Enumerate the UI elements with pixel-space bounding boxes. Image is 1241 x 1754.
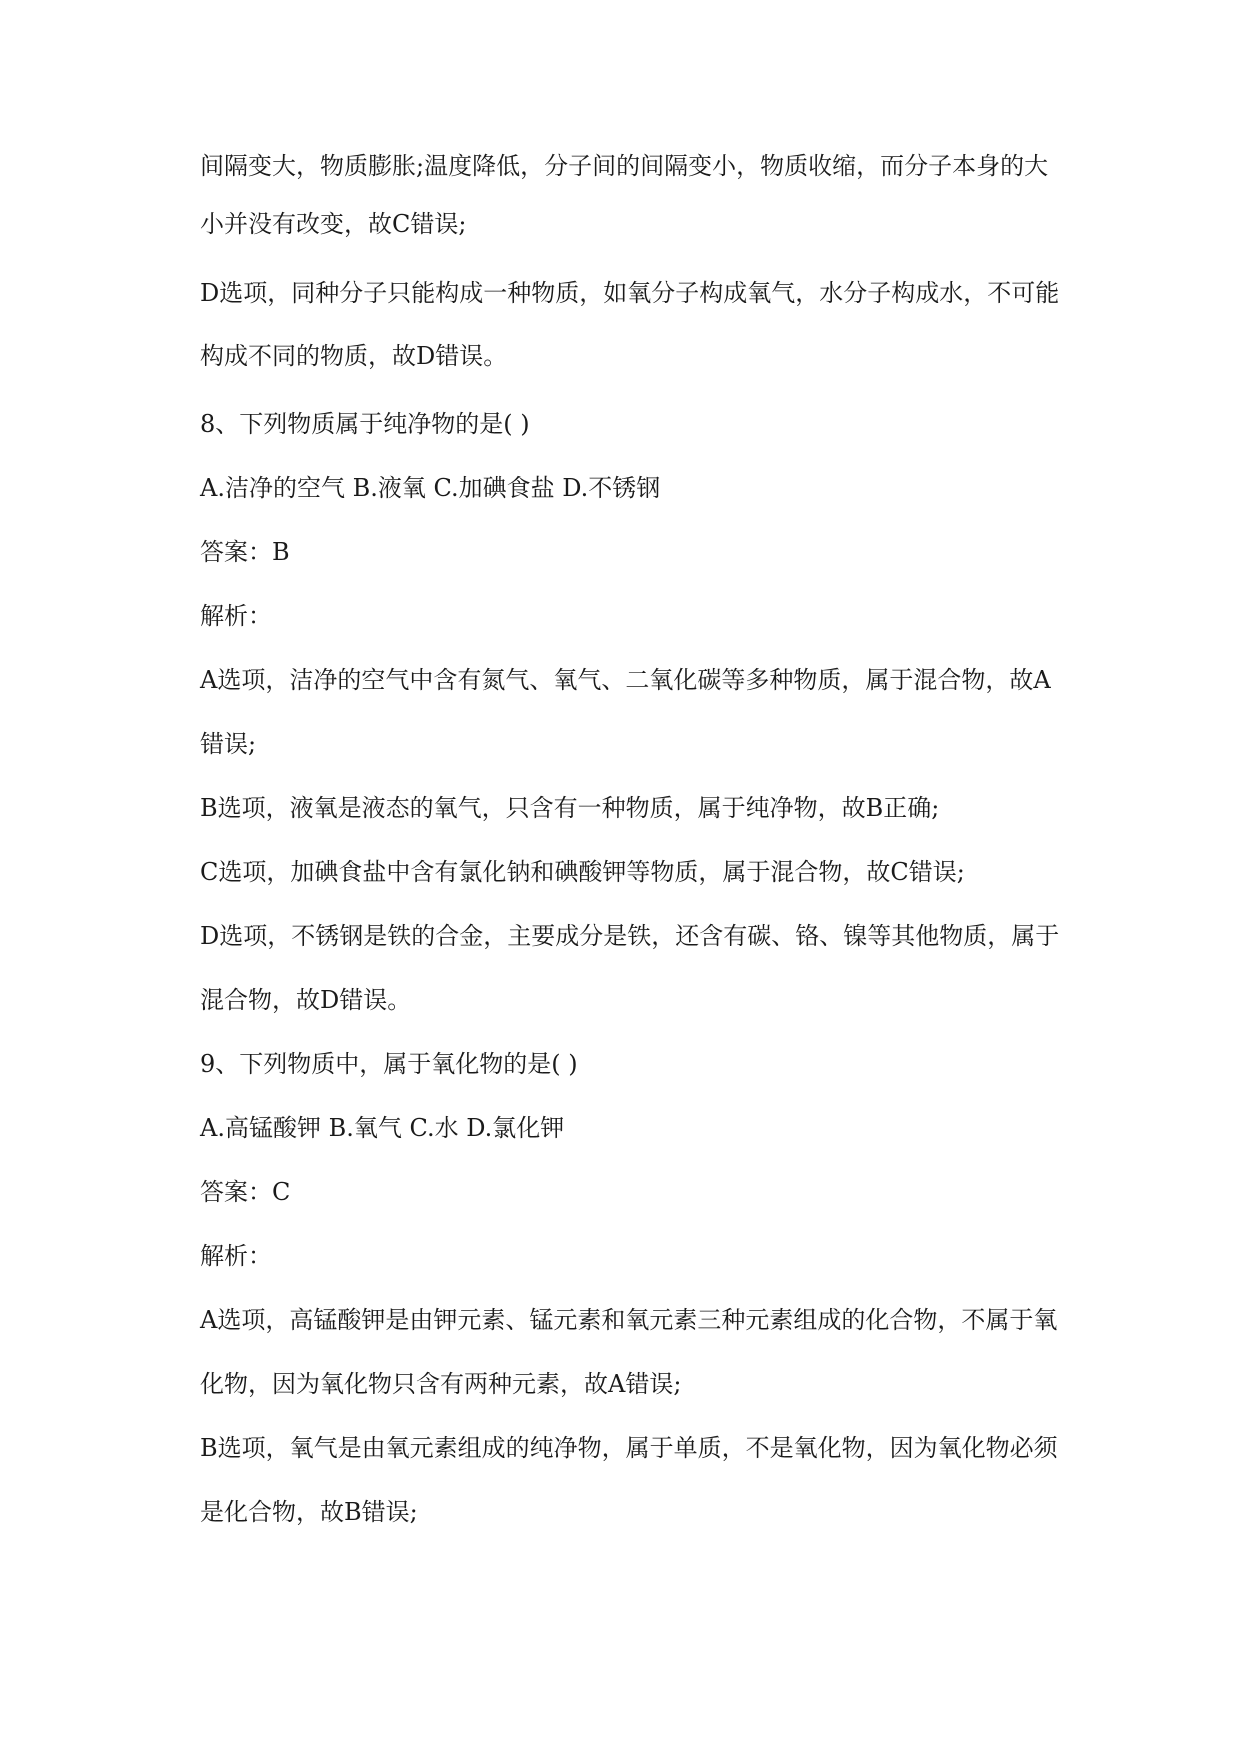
text-line: B选项，氧气是由氧元素组成的纯净物，属于单质，不是氧化物，因为氧化物必须 xyxy=(200,1434,1058,1462)
question-9-title: 9、下列物质中，属于氧化物的是( ) xyxy=(200,1050,578,1078)
question-8-options: A.洁净的空气 B.液氧 C.加碘食盐 D.不锈钢 xyxy=(200,474,661,502)
text-line: D选项，同种分子只能构成一种物质，如氧分子构成氧气，水分子构成水，不可能 xyxy=(200,279,1060,307)
text-line: 化物，因为氧化物只含有两种元素，故A错误; xyxy=(200,1370,682,1398)
text-line: A选项，洁净的空气中含有氮气、氧气、二氧化碳等多种物质，属于混合物，故A xyxy=(200,666,1051,694)
text-line: 是化合物，故B错误; xyxy=(200,1498,418,1526)
text-line: 小并没有改变，故C错误; xyxy=(200,210,467,238)
text-line: 构成不同的物质，故D错误。 xyxy=(200,342,508,370)
text-line: D选项，不锈钢是铁的合金，主要成分是铁，还含有碳、铬、镍等其他物质，属于 xyxy=(200,922,1060,950)
text-line: A选项，高锰酸钾是由钾元素、锰元素和氧元素三种元素组成的化合物，不属于氧 xyxy=(200,1306,1058,1334)
question-9-answer: 答案：C xyxy=(200,1178,291,1206)
text-line: 间隔变大，物质膨胀;温度降低，分子间的间隔变小，物质收缩，而分子本身的大 xyxy=(200,152,1049,180)
text-line: B选项，液氧是液态的氧气，只含有一种物质，属于纯净物，故B正确; xyxy=(200,794,940,822)
text-line: 混合物，故D错误。 xyxy=(200,986,412,1014)
question-8-answer: 答案：B xyxy=(200,538,290,566)
text-line: C选项，加碘食盐中含有氯化钠和碘酸钾等物质，属于混合物，故C错误; xyxy=(200,858,965,886)
question-8-analysis-heading: 解析： xyxy=(200,602,272,630)
question-8-title: 8、下列物质属于纯净物的是( ) xyxy=(200,410,530,438)
question-9-analysis-heading: 解析： xyxy=(200,1242,272,1270)
question-9-options: A.高锰酸钾 B.氧气 C.水 D.氯化钾 xyxy=(200,1114,565,1142)
text-line: 错误; xyxy=(200,730,257,758)
